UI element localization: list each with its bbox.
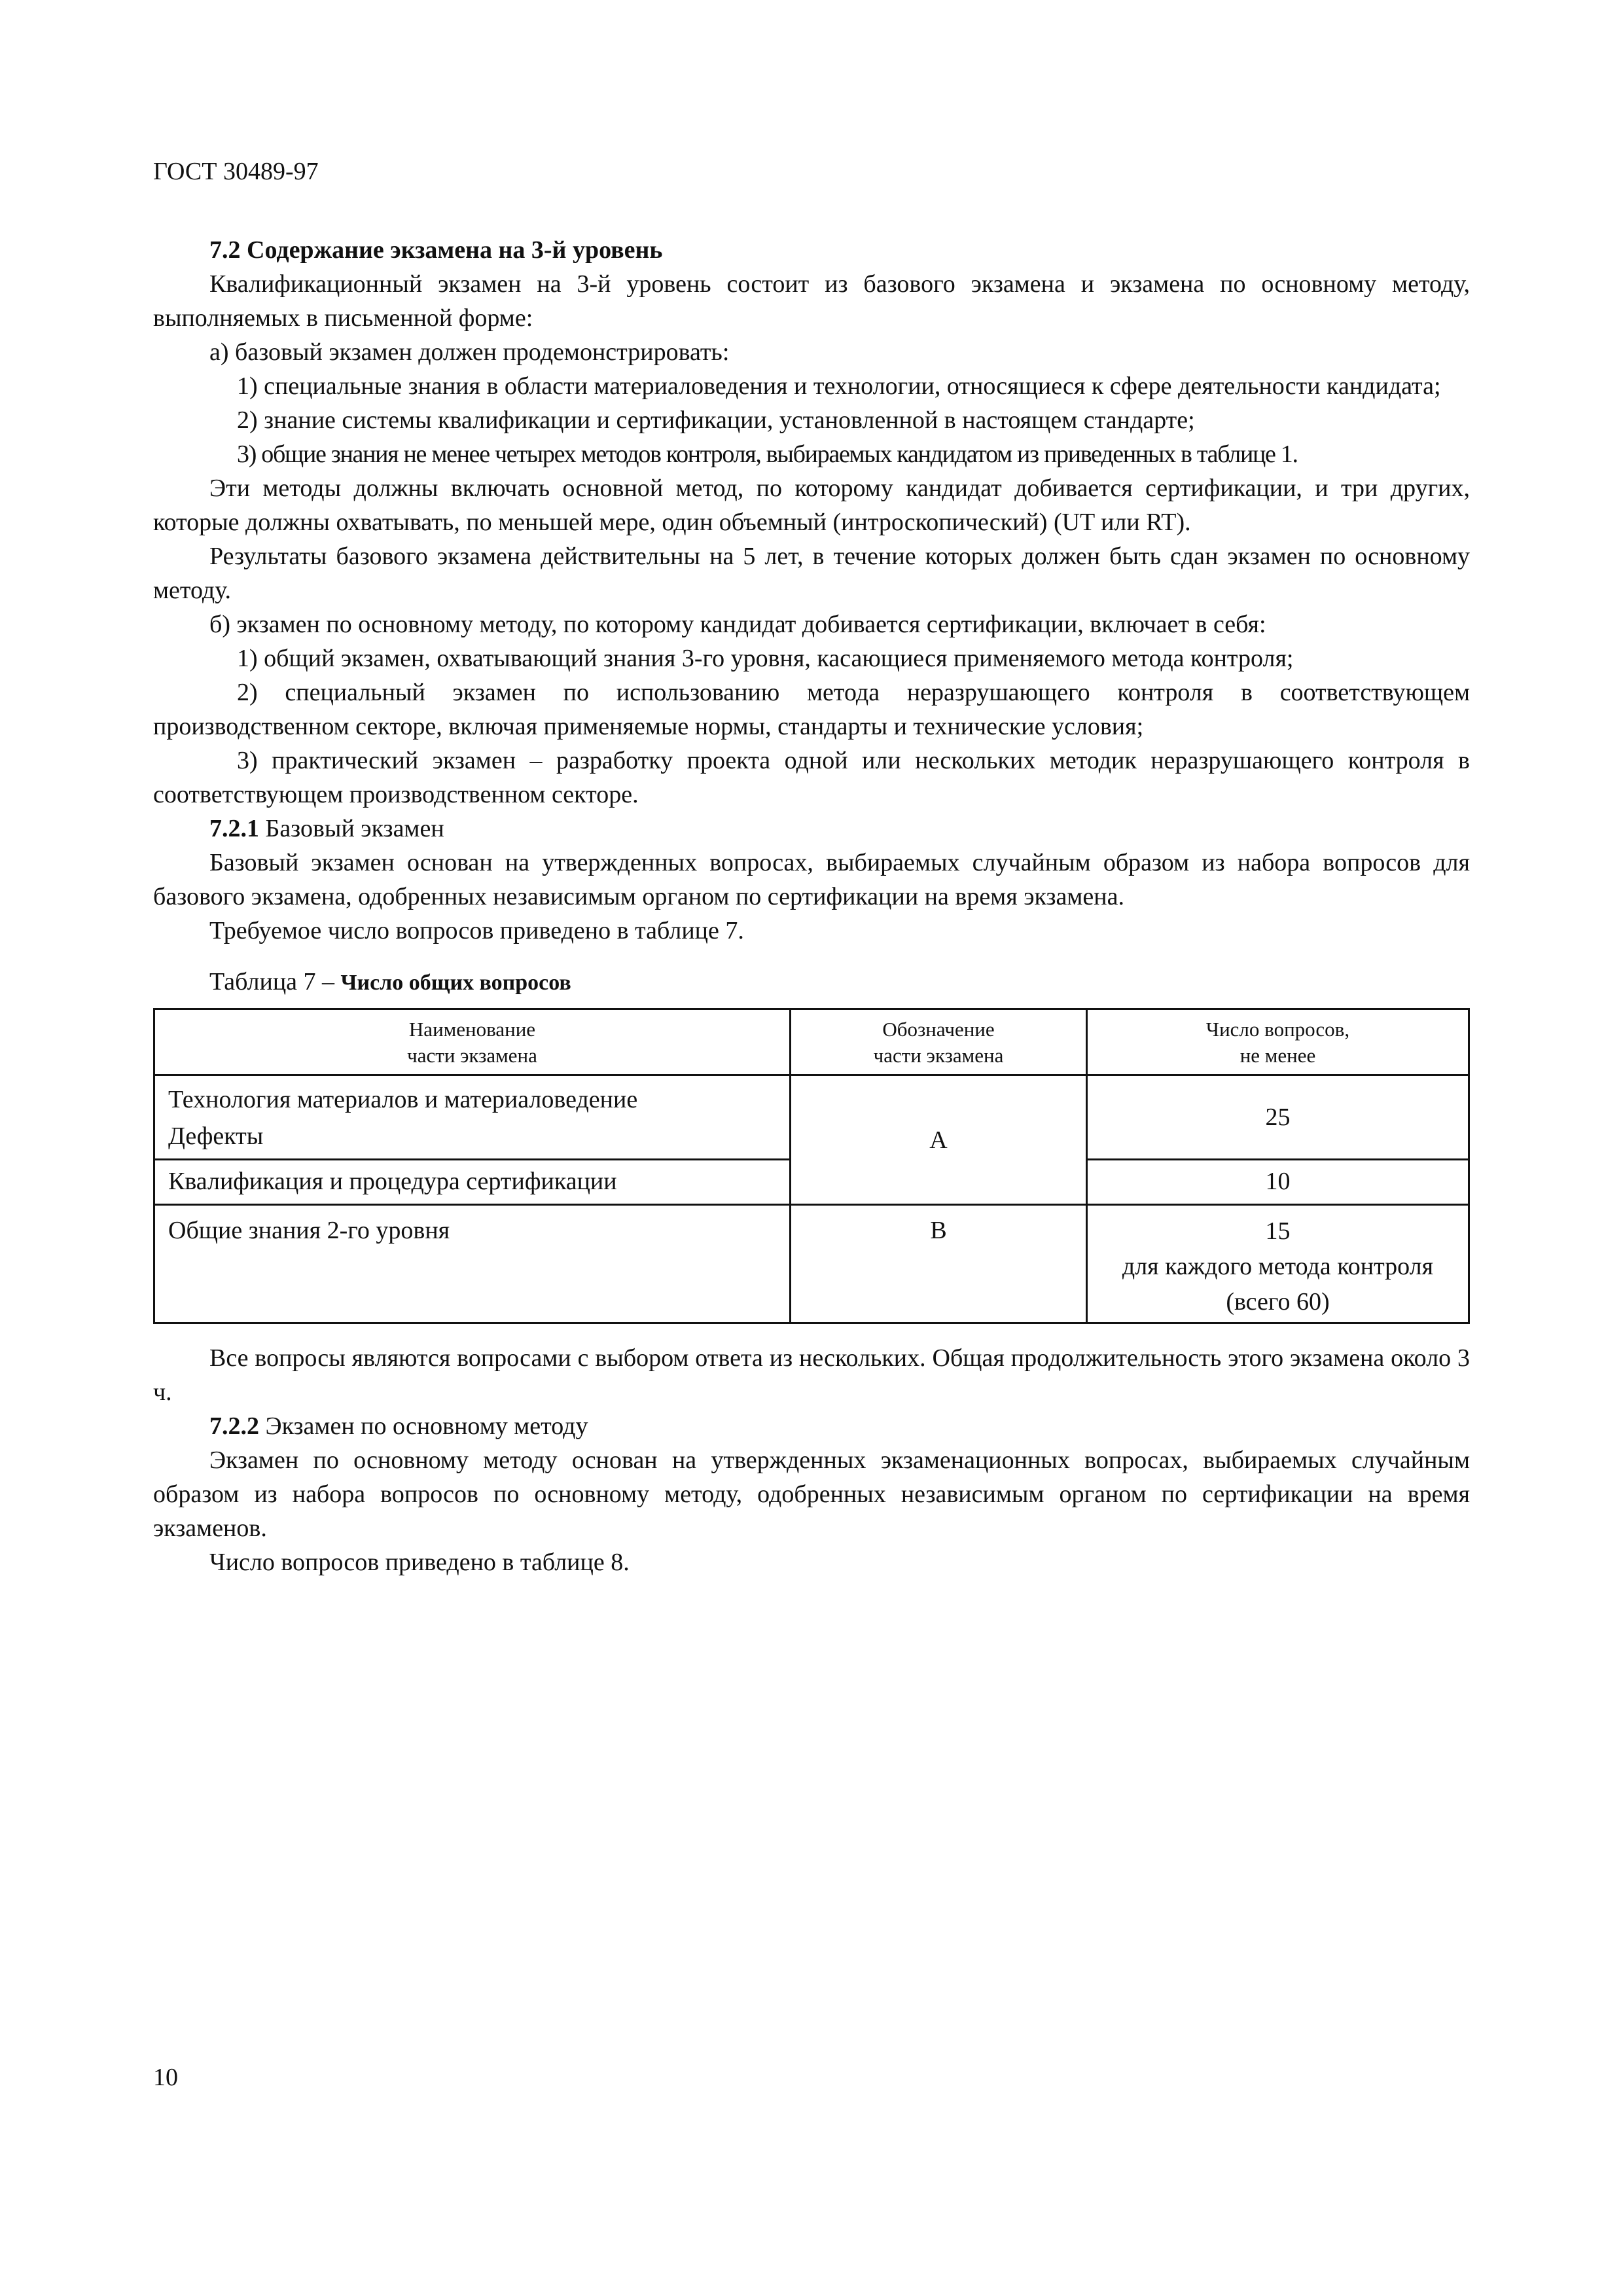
paragraph: Результаты базового экзамена действительны на 5 лет, в течение которых должен быть сдан экзамен по основному методу. [153, 543, 1470, 604]
paragraph: Квалификационный экзамен на 3-й уровень состоит из базового экзамена и экзамена по основному методу, выполняемых в письменной форме: [153, 270, 1470, 332]
paragraph: Эти методы должны включать основной метод, по которому кандидат добивается сертификации, и три других, которые должны охватывать, по меньшей мере, один объемный (интроскопический) (UT или RT). [153, 475, 1470, 536]
subsection-title: Экзамен по основному методу [265, 1412, 588, 1440]
cell-part-name-general: Общие знания 2-го уровня [154, 1205, 791, 1323]
header-part-name: Наименование части экзамена [154, 1009, 791, 1075]
count-value: 15 [1265, 1217, 1291, 1245]
paragraph: Число вопросов приведено в таблице 8. [209, 1549, 630, 1576]
subsection-heading [153, 1409, 1470, 1443]
row-name-defects: Дефекты [168, 1122, 264, 1150]
section-number: 7.2 [209, 236, 241, 264]
section-title: Содержание экзамена на 3-й уровень [247, 236, 663, 264]
list-item-b: б) экзамен по основному методу, по которому кандидат добивается сертификации, включает в себя: [209, 611, 1266, 638]
questions-table [153, 1008, 1470, 1324]
count-total: (всего 60) [1226, 1288, 1330, 1316]
count-note: для каждого метода контроля [1122, 1253, 1434, 1280]
row-name-materials: Технология материалов и материаловедение [168, 1086, 638, 1113]
table-caption-title: Число общих вопросов [340, 971, 571, 995]
list-item-a1: 1) специальные знания в области материаловедения и технологии, относящиеся к сфере деятельности кандидата; [237, 372, 1441, 400]
table-row [154, 1075, 1469, 1160]
paragraph: Все вопросы являются вопросами с выбором ответа из нескольких. Общая продолжительность этого экзамена около 3 ч. [153, 1344, 1470, 1406]
list-item-a3: 3) общие знания не менее четырех методов контроля, выбираемых кандидатом из приведенных в таблице 1. [237, 440, 1298, 468]
table-header-row [154, 1009, 1469, 1075]
paragraph: Базовый экзамен основан на утвержденных вопросах, выбираемых случайным образом из набора вопросов для базового экзамена, одобренных независимым органом по сертификации на время экзамена. [153, 849, 1470, 910]
header-question-count: Число вопросов, не менее [1087, 1009, 1469, 1075]
table-caption [153, 965, 1470, 1000]
list-item-a: а) базовый экзамен должен продемонстрировать: [209, 338, 730, 366]
cell-part-name-qualification: Квалификация и процедура сертификации [154, 1160, 791, 1205]
cell-part-code-a: A [791, 1075, 1087, 1205]
list-item-a2: 2) знание системы квалификации и сертификации, установленной в настоящем стандарте; [237, 406, 1195, 434]
document-code: ГОСТ 30489-97 [153, 158, 319, 185]
paragraph: Требуемое число вопросов приведено в таблице 7. [209, 917, 744, 944]
cell-count-10: 10 [1087, 1160, 1469, 1205]
table-caption-prefix: Таблица 7 – [209, 968, 335, 996]
subsection-number: 7.2.2 [209, 1412, 259, 1440]
cell-part-code-b: B [791, 1205, 1087, 1323]
cell-count-25: 25 [1087, 1075, 1469, 1160]
page-content [153, 233, 1470, 1579]
document-page [153, 0, 1470, 2296]
list-item-b2: 2) специальный экзамен по использованию метода неразрушающего контроля в соответствующем производственном секторе, включая применяемые нормы, стандарты и технические условия; [153, 679, 1470, 740]
cell-count-15 [1087, 1205, 1469, 1323]
paragraph: Экзамен по основному методу основан на утвержденных экзаменационных вопросах, выбираемых случайным образом из набора вопросов по основному методу, одобренных независимым органом по сертификации на время экзаменов. [153, 1446, 1470, 1542]
header-part-code: Обозначение части экзамена [791, 1009, 1087, 1075]
subsection-heading [153, 812, 1470, 846]
page-number: 10 [153, 2064, 178, 2091]
subsection-number: 7.2.1 [209, 815, 259, 842]
list-item-b3: 3) практический экзамен – разработку проекта одной или нескольких методик неразрушающего контроля в соответствующем производственном секторе. [153, 747, 1470, 808]
cell-part-name [154, 1075, 791, 1160]
table-row [154, 1205, 1469, 1323]
subsection-title: Базовый экзамен [265, 815, 444, 842]
list-item-b1: 1) общий экзамен, охватывающий знания 3-го уровня, касающиеся применяемого метода контроля; [237, 645, 1294, 672]
section-heading [153, 233, 1470, 267]
